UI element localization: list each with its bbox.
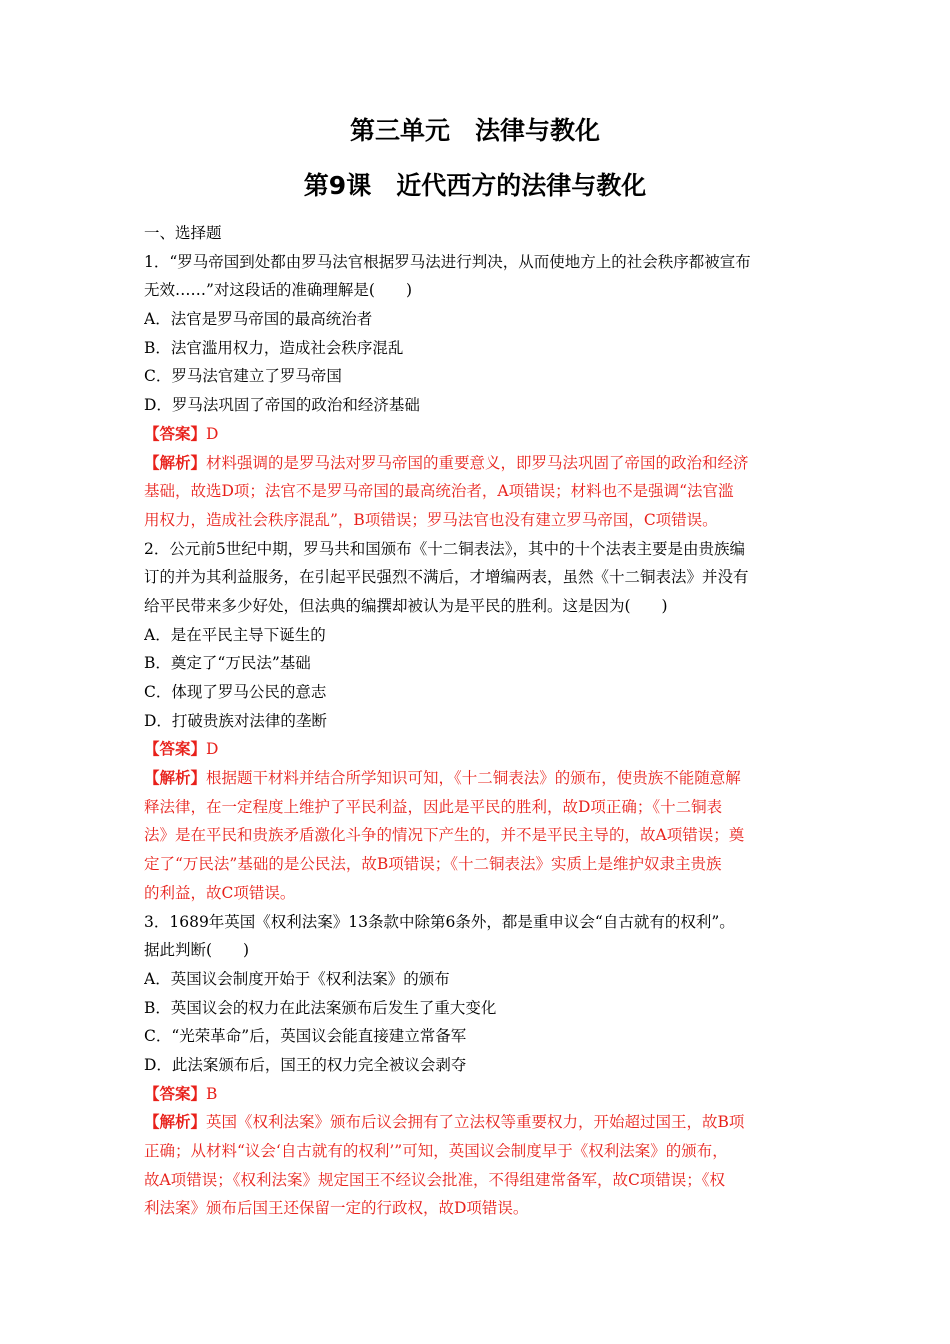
analysis-text: 根据题干材料并结合所学知识可知，《十二铜表法》的颁布，使贵族不能随意解 xyxy=(206,769,741,788)
answer-value: D xyxy=(206,740,219,759)
section-heading: 一、选择题 xyxy=(144,224,222,242)
analysis-line xyxy=(144,449,810,478)
answer-tag: 【答案】 xyxy=(144,739,207,759)
option-d: D．打破贵族对法律的垄断 xyxy=(144,711,327,730)
option-c: C．“光荣革命”后，英国议会能直接建立常备军 xyxy=(144,1027,467,1046)
analysis-tag: 【解析】 xyxy=(144,1112,207,1132)
option-a: A．英国议会制度开始于《权利法案》的颁布 xyxy=(144,969,450,988)
option-a: A．是在平民主导下诞生的 xyxy=(144,625,326,644)
option-b: B．法官滥用权力，造成社会秩序混乱 xyxy=(144,338,404,357)
answer-line xyxy=(144,1080,810,1109)
analysis-line xyxy=(144,1108,810,1137)
analysis-tag: 【解析】 xyxy=(144,452,207,472)
question-1 xyxy=(144,248,810,535)
answer-tag: 【答案】 xyxy=(144,1083,207,1103)
question-3 xyxy=(144,908,810,1224)
analysis-tag: 【解析】 xyxy=(144,768,207,788)
analysis-line: 故A项错误；《权利法案》规定国王不经议会批准，不得组建常备军，故C项错误；《权 xyxy=(144,1170,726,1189)
question-stem-line: 给平民带来多少好处，但法典的编撰却被认为是平民的胜利。这是因为( ) xyxy=(144,596,668,615)
option-c: C．罗马法官建立了罗马帝国 xyxy=(144,367,342,386)
option-b: B．英国议会的权力在此法案颁布后发生了重大变化 xyxy=(144,998,497,1017)
analysis-line: 法》是在平民和贵族矛盾激化斗争的情况下产生的，并不是平民主导的，故A项错误；奠 xyxy=(144,826,745,845)
answer-value: B xyxy=(206,1084,218,1103)
analysis-line: 利法案》颁布后国王还保留一定的行政权，故D项错误。 xyxy=(144,1199,529,1218)
answer-line xyxy=(144,420,810,449)
analysis-line: 的利益，故C项错误。 xyxy=(144,883,296,902)
option-d: D．罗马法巩固了帝国的政治和经济基础 xyxy=(144,396,420,415)
option-c: C．体现了罗马公民的意志 xyxy=(144,683,327,701)
unit-title: 第三单元 法律与教化 xyxy=(349,116,600,145)
analysis-line: 用权力，造成社会秩序混乱”，B项错误；罗马法官也没有建立罗马帝国，C项错误。 xyxy=(144,510,718,529)
question-2 xyxy=(144,535,810,908)
analysis-line: 基础，故选D项；法官不是罗马帝国的最高统治者，A项错误；材料也不是强调“法官滥 xyxy=(144,482,734,501)
option-a: A．法官是罗马帝国的最高统治者 xyxy=(144,310,373,329)
question-stem-line: 2．公元前5世纪中期，罗马共和国颁布《十二铜表法》，其中的十个法表主要是由贵族编 xyxy=(144,539,745,558)
question-stem-line: 订的并为其利益服务，在引起平民强烈不满后，才增编两表，虽然《十二铜表法》并没有 xyxy=(144,568,749,587)
question-stem-line: 3．1689年英国《权利法案》13条款中除第6条外，都是重申议会“自古就有的权利”。 xyxy=(144,912,735,931)
analysis-text: 英国《权利法案》颁布后议会拥有了立法权等重要权力，开始超过国王，故B项 xyxy=(206,1113,745,1132)
lesson-title: 第9课 近代西方的法律与教化 xyxy=(303,171,647,200)
question-content xyxy=(144,219,810,1223)
answer-tag: 【答案】 xyxy=(144,423,207,443)
option-b: B．奠定了“万民法”基础 xyxy=(144,654,311,673)
answer-value: D xyxy=(206,424,219,443)
answer-line xyxy=(144,735,810,764)
analysis-line: 正确；从材料“议会‘自古就有的权利’”可知，英国议会制度早于《权利法案》的颁布， xyxy=(144,1142,728,1160)
analysis-line: 定了“万民法”基础的是公民法，故B项错误；《十二铜表法》实质上是维护奴隶主贵族 xyxy=(144,855,722,874)
option-d: D．此法案颁布后，国王的权力完全被议会剥夺 xyxy=(144,1055,467,1074)
question-stem-line: 据此判断( ) xyxy=(144,941,250,960)
analysis-text: 材料强调的是罗马法对罗马帝国的重要意义，即罗马法巩固了帝国的政治和经济 xyxy=(206,453,749,472)
analysis-line xyxy=(144,764,810,793)
question-stem-line: 1．“罗马帝国到处都由罗马法官根据罗马法进行判决，从而使地方上的社会秩序都被宣布 xyxy=(144,252,751,271)
analysis-line: 释法律，在一定程度上维护了平民利益，因此是平民的胜利，故D项正确；《十二铜表 xyxy=(144,797,723,816)
question-stem-line: 无效……”对这段话的准确理解是( ) xyxy=(144,281,413,300)
